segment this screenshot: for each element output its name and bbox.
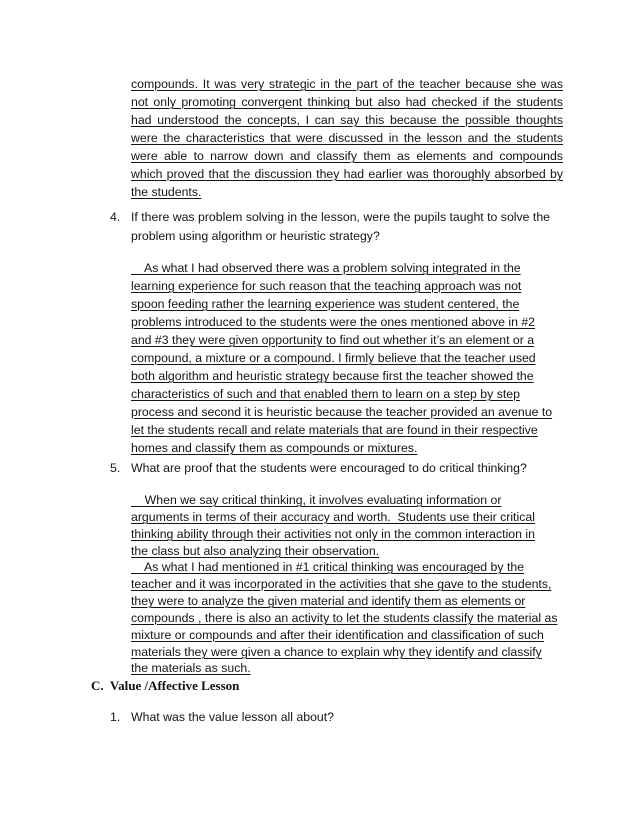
- answer-line: learning experience for such reason that the teaching approach was not: [131, 279, 522, 293]
- answer-line: let the students recall and relate materials that are found in their respective: [131, 423, 538, 437]
- paragraph-line: compounds. It was very strategic in the part of the teacher because she was: [131, 77, 563, 91]
- answer-line: arguments in terms of their accuracy and worth. Students use their critical: [131, 510, 535, 524]
- question-text: What was the value lesson all about?: [131, 710, 335, 724]
- question-text: problem using algorithm or heuristic strategy?: [131, 229, 380, 243]
- answer-line: they were to analyze the given material and identify them as elements or: [131, 594, 526, 608]
- answer-line: and #3 they were given opportunity to find out whether it’s an element or a: [131, 333, 535, 347]
- answer-line: both algorithm and heuristic strategy because first the teacher showed the: [131, 369, 534, 383]
- paragraph-line: not only promoting convergent thinking but also had checked if the students: [131, 95, 563, 109]
- question-text: If there was problem solving in the lesson, were the pupils taught to solve the: [131, 210, 551, 224]
- answer-line: homes and classify them as compounds or mixtures.: [131, 441, 418, 455]
- question-5: [0, 459, 638, 479]
- answer-line: As what I had observed there was a problem solving integrated in the: [131, 261, 521, 275]
- question-text: What are proof that the students were encouraged to do critical thinking?: [131, 461, 527, 475]
- question-number: 5.: [110, 461, 121, 475]
- answer-line: materials they were given a chance to explain why they identify and classify: [131, 645, 542, 659]
- question-4: [0, 208, 638, 248]
- question-number: 1.: [110, 710, 121, 724]
- section-heading: C. Value /Affective Lesson: [91, 678, 240, 693]
- paragraph-line: were the characteristics that were discussed in the lesson and the students: [131, 131, 563, 145]
- paragraph-line: the students.: [131, 185, 202, 199]
- answer-line: process and second it is heuristic because the teacher provided an avenue to: [131, 405, 553, 419]
- question-c1: [0, 708, 638, 728]
- answer-line: the materials as such.: [131, 661, 251, 675]
- paragraph-line: had understood the concepts, I can say this because the possible thoughts: [131, 113, 563, 127]
- answer-line: As what I had mentioned in #1 critical thinking was encouraged by the: [131, 560, 525, 574]
- answer-line: thinking ability through their activities not only in the common interaction in: [131, 527, 535, 541]
- answer-line: characteristics of such and that enabled them to learn on a step by step: [131, 387, 520, 401]
- answer-line: mixture or compounds and after their identification and classification of such: [131, 628, 544, 642]
- answer-line: When we say critical thinking, it involves evaluating information or: [131, 493, 502, 507]
- paragraph-line: were able to narrow down and classify them as elements and compounds: [131, 149, 563, 163]
- answer-line: problems introduced to the students were the ones mentioned above in #2: [131, 315, 536, 329]
- answer-line: teacher and it was incorporated in the activities that she gave to the students,: [131, 577, 552, 591]
- answer-line: the class but also analyzing their observation.: [131, 544, 380, 558]
- answer-line: spoon feeding rather the learning experience was student centered, the: [131, 297, 520, 311]
- answer-line: compound, a mixture or a compound. I firmly believe that the teacher used: [131, 351, 536, 365]
- paragraph-line: which proved that the discussion they had earlier was thoroughly absorbed by: [131, 167, 563, 181]
- question-number: 4.: [110, 210, 121, 224]
- answer-line: compounds , there is also an activity to let the students classify the material as: [131, 611, 558, 625]
